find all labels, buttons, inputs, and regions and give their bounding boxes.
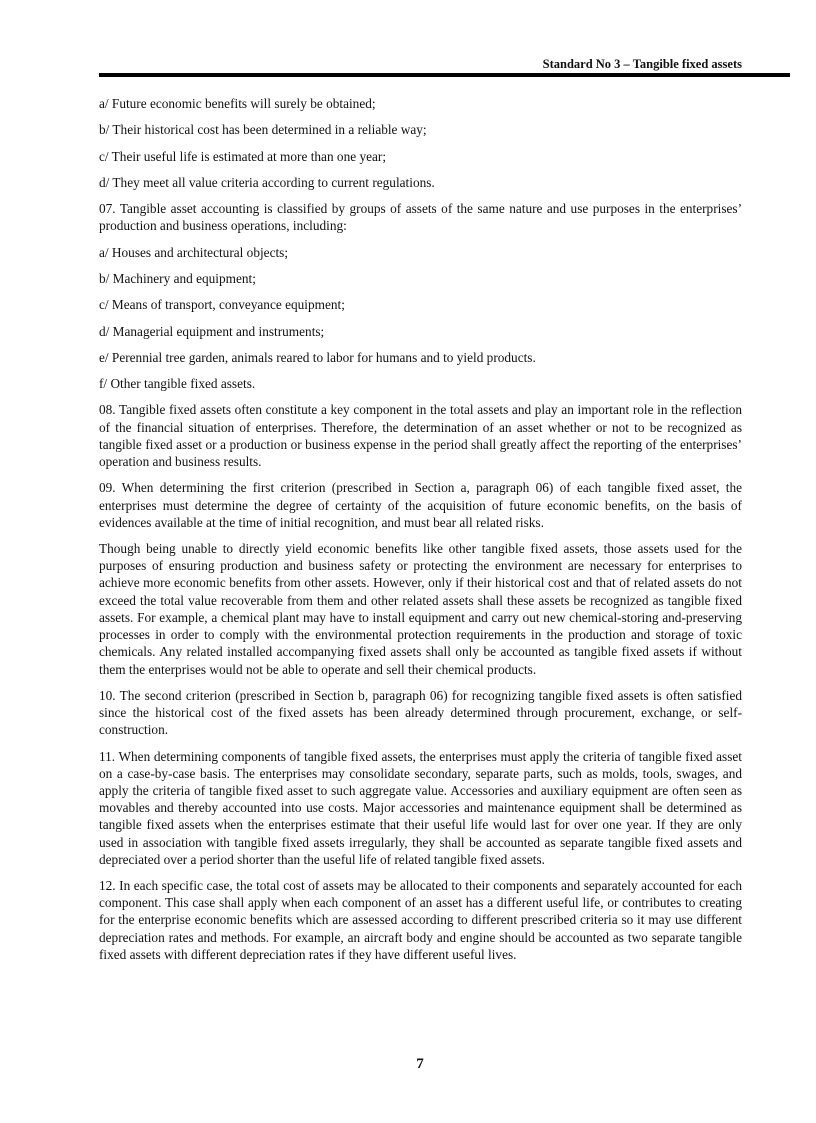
- header-rule: [99, 73, 790, 77]
- group-c: c/ Means of transport, conveyance equipment;: [99, 297, 345, 313]
- paragraph-12: 12. In each specific case, the total cost of assets may be allocated to their components and separately accounted for each component. This case shall apply when each component of an asset has a different useful life, or contributes to creating for the enterprise economic benefits which are assessed according to different prescribed criteria so it may use different depreciation rates and methods. For example, an aircraft body and engine should be accounted as two separate tangible fixed assets with different depreciation rates if they have different useful lives.: [99, 878, 742, 962]
- group-e: e/ Perennial tree garden, animals reared to labor for humans and to yield products.: [99, 349, 536, 365]
- group-f: f/ Other tangible fixed assets.: [99, 376, 256, 392]
- group-d: d/ Managerial equipment and instruments;: [99, 323, 325, 339]
- paragraph-11: 11. When determining components of tangible fixed assets, the enterprises must apply the criteria of tangible fixed asset on a case-by-case basis. The enterprises may consolidate secondary, separate parts, such as molds, tools, swages, and apply the criteria of tangible fixed asset to such aggregate value. Accessories and auxiliary equipment are often seen as movables and thereby accounted into use costs. Major accessories and maintenance equipment shall be determined as tangible fixed assets when the enterprises estimate that their useful life would last for over one year. If they are only used in association with tangible fixed assets irregularly, they shall be accounted as separate tangible fixed assets and depreciated over a period shorter than the useful life of related tangible fixed assets.: [99, 748, 742, 867]
- paragraph-08: 08. Tangible fixed assets often constitute a key component in the total assets and play an important role in the reflection of the financial situation of enterprises. Therefore, the determination of an asset whether or not to be recognized as tangible fixed asset or a production or business expense in the period shall greatly affect the reporting of the enterprises’ operation and business results.: [99, 402, 742, 470]
- group-b: b/ Machinery and equipment;: [99, 270, 256, 286]
- paragraph-09-continued: Though being unable to directly yield economic benefits like other tangible fixed assets, those assets used for the purposes of ensuring production and business safety or protecting the environment are necessary for enterprises to achieve more economic benefits from other assets. However, only if their historical cost and that of related assets do not exceed the total value recoverable from them and other related assets shall these assets be recognized as tangible fixed assets. For example, a chemical plant may have to install equipment and carry out new chemical-storing and-preserving processes in order to comply with the environmental protection requirements in the production and storage of toxic chemicals. Any related installed accompanying fixed assets shall only be accounted as tangible fixed assets if without them the enterprises would not be able to operate and sell their chemical products.: [99, 541, 742, 677]
- page-number: 7: [416, 1056, 424, 1072]
- running-header: Standard No 3 – Tangible fixed assets: [542, 57, 742, 71]
- paragraph-07: 07. Tangible asset accounting is classified by groups of assets of the same nature and use purposes in the enterprises’ production and business operations, including:: [99, 201, 742, 234]
- document-body: [99, 95, 742, 972]
- group-a: a/ Houses and architectural objects;: [99, 244, 289, 260]
- paragraph-10: 10. The second criterion (prescribed in Section b, paragraph 06) for recognizing tangible fixed assets is often satisfied since the historical cost of the fixed assets has been already determined through procurement, exchange, or self-construction.: [99, 687, 742, 738]
- criterion-d: d/ They meet all value criteria according to current regulations.: [99, 174, 435, 190]
- criterion-a: a/ Future economic benefits will surely be obtained;: [99, 96, 376, 111]
- paragraph-09: 09. When determining the first criterion (prescribed in Section a, paragraph 06) of each tangible fixed asset, the enterprises must determine the degree of certainty of the acquisition of future economic benefits, on the basis of evidences available at the time of initial recognition, and must bear all related risks.: [99, 480, 742, 530]
- criterion-c: c/ Their useful life is estimated at more than one year;: [99, 148, 387, 164]
- criterion-b: b/ Their historical cost has been determined in a reliable way;: [99, 122, 427, 138]
